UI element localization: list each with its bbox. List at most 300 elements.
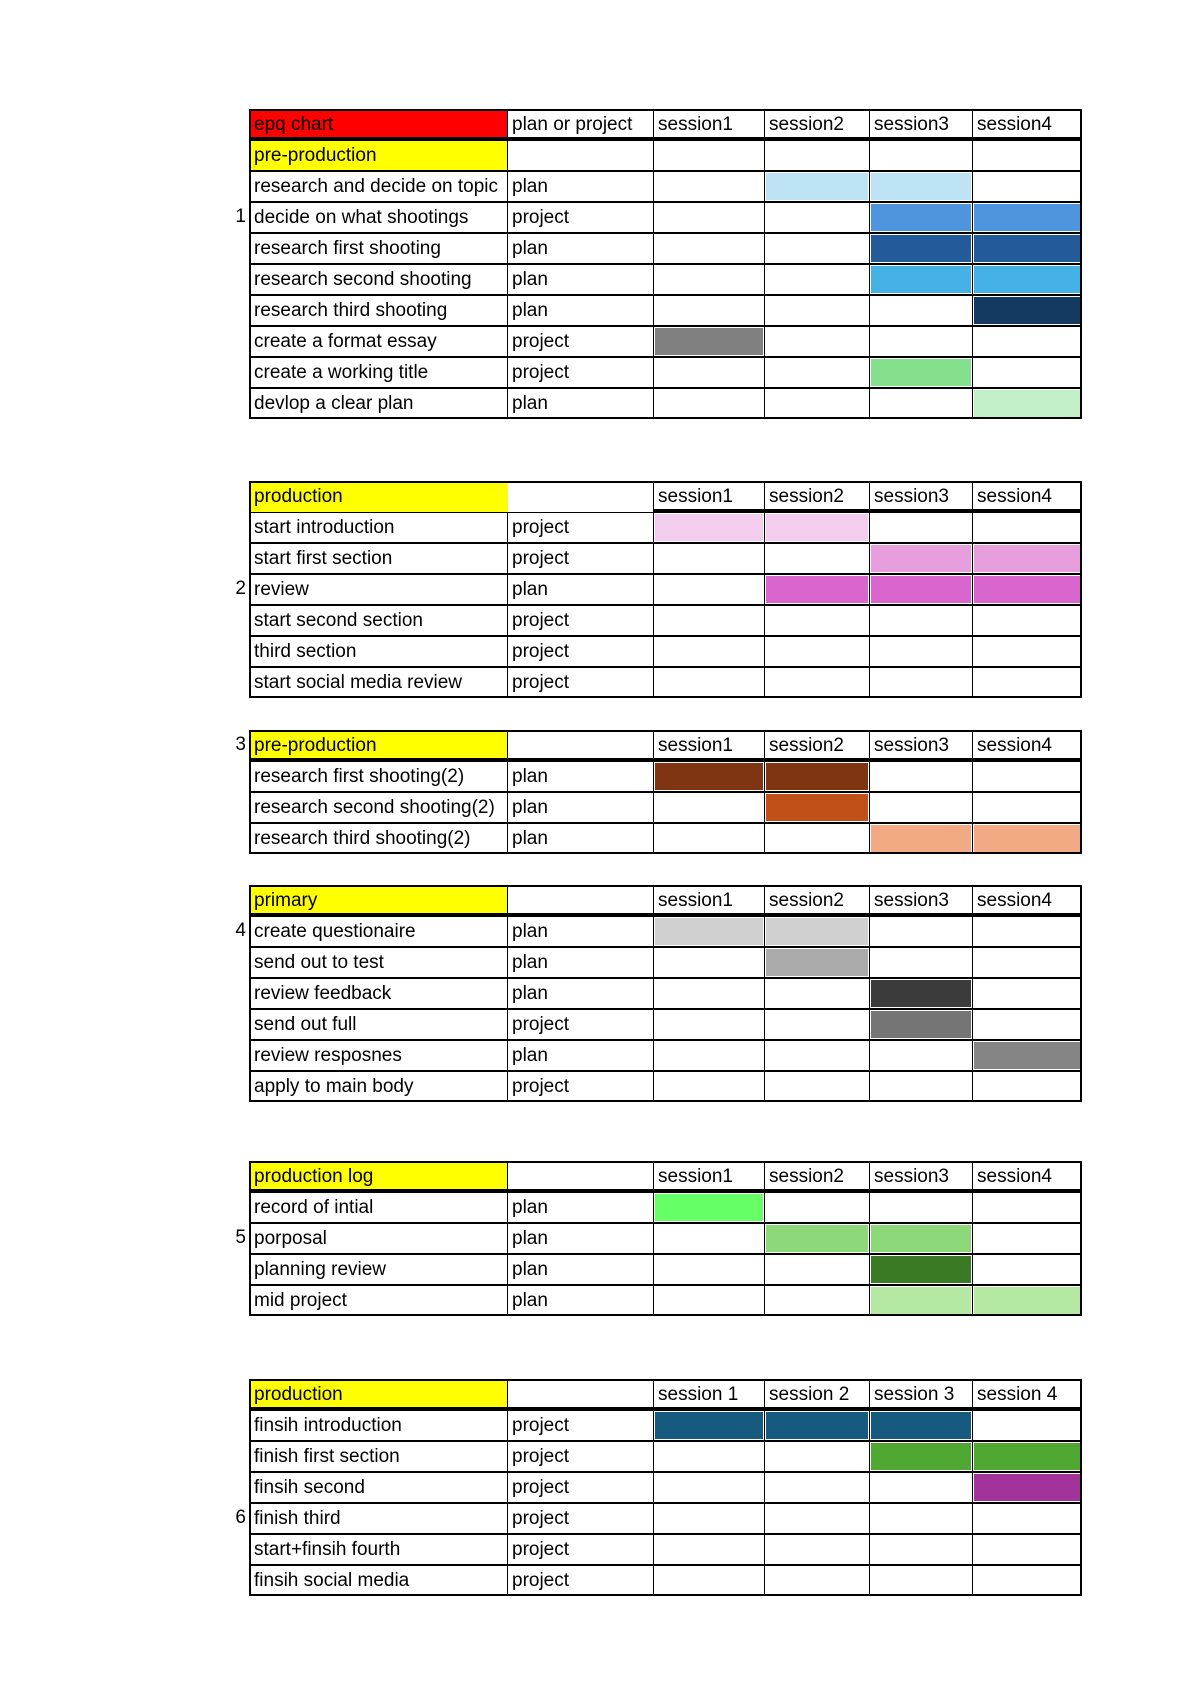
session-header[interactable]: session4 <box>972 109 1082 140</box>
gantt-bar <box>766 173 868 200</box>
session-cell[interactable] <box>653 1472 765 1503</box>
session-cell[interactable] <box>764 636 870 667</box>
session-cell[interactable] <box>764 326 870 357</box>
task-cell[interactable]: finish third <box>249 1503 508 1534</box>
session-cell[interactable] <box>972 916 1082 947</box>
session-cell[interactable] <box>653 1071 765 1102</box>
session-cell[interactable] <box>972 357 1082 388</box>
session-cell[interactable] <box>653 574 765 605</box>
session-cell[interactable] <box>764 761 870 792</box>
session-cell[interactable] <box>653 605 765 636</box>
table-row <box>249 295 1082 326</box>
task-cell[interactable]: mid project <box>249 1285 508 1316</box>
session-cell[interactable] <box>869 605 973 636</box>
type-cell[interactable]: project <box>507 543 654 574</box>
task-cell[interactable]: apply to main body <box>249 1071 508 1102</box>
session-cell[interactable] <box>653 1503 765 1534</box>
type-cell[interactable]: project <box>507 1410 654 1441</box>
session-cell[interactable] <box>764 667 870 698</box>
session-cell[interactable] <box>764 202 870 233</box>
session-cell[interactable] <box>653 512 765 543</box>
session-cell[interactable] <box>972 1009 1082 1040</box>
session-cell[interactable] <box>972 1254 1082 1285</box>
session-cell[interactable] <box>764 1410 870 1441</box>
session-cell[interactable] <box>972 792 1082 823</box>
section-number: 4 <box>235 920 246 941</box>
task-cell[interactable]: start social media review <box>249 667 508 698</box>
section-title[interactable]: production <box>249 481 508 512</box>
header-row <box>249 1161 1082 1192</box>
type-header[interactable] <box>507 481 654 512</box>
table-row <box>249 636 1082 667</box>
session-cell[interactable] <box>653 388 765 419</box>
task-cell[interactable]: start introduction <box>249 512 508 543</box>
session-header[interactable]: session4 <box>972 1161 1082 1192</box>
type-cell[interactable]: project <box>507 1071 654 1102</box>
type-header[interactable] <box>507 885 654 916</box>
session-cell[interactable] <box>869 202 973 233</box>
session-cell[interactable] <box>653 1410 765 1441</box>
session-cell[interactable] <box>869 512 973 543</box>
task-cell[interactable]: research second shooting(2) <box>249 792 508 823</box>
session-cell[interactable] <box>764 1565 870 1596</box>
task-cell[interactable]: planning review <box>249 1254 508 1285</box>
session-cell[interactable] <box>764 823 870 854</box>
type-cell[interactable]: project <box>507 1009 654 1040</box>
session-cell[interactable] <box>653 1192 765 1223</box>
session-cell[interactable] <box>869 916 973 947</box>
type-cell[interactable]: project <box>507 1441 654 1472</box>
type-cell[interactable]: project <box>507 202 654 233</box>
session-header[interactable]: session1 <box>653 730 765 761</box>
session-cell[interactable] <box>653 233 765 264</box>
session-cell[interactable] <box>972 1071 1082 1102</box>
session-cell[interactable] <box>653 202 765 233</box>
session-cell[interactable] <box>869 1534 973 1565</box>
header-row <box>249 1379 1082 1410</box>
session-cell[interactable] <box>869 1410 973 1441</box>
table-row <box>235 574 1082 605</box>
session-header[interactable]: session4 <box>972 481 1082 512</box>
session-header[interactable]: session3 <box>869 109 973 140</box>
session-cell[interactable] <box>972 512 1082 543</box>
grid-cell[interactable] <box>764 140 870 171</box>
session-cell[interactable] <box>972 605 1082 636</box>
section-title[interactable]: pre-production <box>249 730 508 761</box>
session-cell[interactable] <box>869 357 973 388</box>
session-header[interactable]: session 3 <box>869 1379 973 1410</box>
session-cell[interactable] <box>869 388 973 419</box>
section-3 <box>235 730 1082 854</box>
session-cell[interactable] <box>869 978 973 1009</box>
grid-cell[interactable] <box>507 140 654 171</box>
session-cell[interactable] <box>972 667 1082 698</box>
section-title[interactable]: production log <box>249 1161 508 1192</box>
session-cell[interactable] <box>869 1503 973 1534</box>
session-cell[interactable] <box>869 1071 973 1102</box>
session-cell[interactable] <box>764 1009 870 1040</box>
gantt-bar <box>871 545 971 572</box>
type-cell[interactable]: project <box>507 357 654 388</box>
session-cell[interactable] <box>972 388 1082 419</box>
session-cell[interactable] <box>764 1472 870 1503</box>
session-header[interactable]: session 2 <box>764 1379 870 1410</box>
session-cell[interactable] <box>653 667 765 698</box>
gantt-bar <box>974 545 1080 572</box>
task-cell[interactable]: create questionaire <box>249 916 508 947</box>
session-cell[interactable] <box>869 761 973 792</box>
table-row <box>249 264 1082 295</box>
session-cell[interactable] <box>764 1254 870 1285</box>
session-cell[interactable] <box>869 636 973 667</box>
type-header[interactable] <box>507 1379 654 1410</box>
gantt-bar <box>871 204 971 231</box>
session-header[interactable]: session1 <box>653 885 765 916</box>
grid-cell[interactable] <box>869 140 973 171</box>
session-cell[interactable] <box>972 574 1082 605</box>
session-cell[interactable] <box>653 326 765 357</box>
type-cell[interactable]: plan <box>507 1285 654 1316</box>
gantt-bar <box>974 1287 1080 1314</box>
session-cell[interactable] <box>653 1285 765 1316</box>
session-cell[interactable] <box>653 1254 765 1285</box>
session-cell[interactable] <box>972 1285 1082 1316</box>
session-cell[interactable] <box>764 295 870 326</box>
session-cell[interactable] <box>764 916 870 947</box>
table-row <box>249 1071 1082 1102</box>
type-header[interactable] <box>507 730 654 761</box>
type-cell[interactable]: project <box>507 636 654 667</box>
type-cell[interactable]: plan <box>507 978 654 1009</box>
session-cell[interactable] <box>653 978 765 1009</box>
session-cell[interactable] <box>869 823 973 854</box>
session-header[interactable]: session2 <box>764 885 870 916</box>
session-cell[interactable] <box>653 823 765 854</box>
gantt-bar <box>655 1194 763 1221</box>
session-cell[interactable] <box>972 295 1082 326</box>
table-row <box>249 1192 1082 1223</box>
session-cell[interactable] <box>972 1565 1082 1596</box>
table-row <box>249 326 1082 357</box>
type-cell[interactable]: project <box>507 512 654 543</box>
table-row <box>249 171 1082 202</box>
task-cell[interactable]: review <box>249 574 508 605</box>
type-cell[interactable]: plan <box>507 264 654 295</box>
session-header[interactable]: session4 <box>972 730 1082 761</box>
gantt-bar <box>871 980 971 1007</box>
type-cell[interactable]: plan <box>507 792 654 823</box>
gantt-bar <box>655 1412 763 1439</box>
session-cell[interactable] <box>972 1534 1082 1565</box>
header-row <box>249 109 1082 140</box>
type-cell[interactable]: plan <box>507 1040 654 1071</box>
type-cell[interactable]: plan <box>507 761 654 792</box>
table-row <box>235 202 1082 233</box>
task-cell[interactable]: finsih second <box>249 1472 508 1503</box>
session-cell[interactable] <box>764 1040 870 1071</box>
task-cell[interactable]: third section <box>249 636 508 667</box>
session-cell[interactable] <box>972 1472 1082 1503</box>
gantt-bar <box>974 204 1080 231</box>
session-cell[interactable] <box>972 1503 1082 1534</box>
session-header[interactable]: session2 <box>764 730 870 761</box>
type-cell[interactable]: project <box>507 605 654 636</box>
table-row <box>235 1503 1082 1534</box>
section-title[interactable]: pre-production <box>249 140 508 171</box>
type-cell[interactable]: plan <box>507 1223 654 1254</box>
type-cell[interactable]: project <box>507 1534 654 1565</box>
session-cell[interactable] <box>869 1472 973 1503</box>
session-cell[interactable] <box>764 605 870 636</box>
session-header[interactable]: session1 <box>653 109 765 140</box>
chart-title[interactable]: epq chart <box>249 109 508 140</box>
type-cell[interactable]: project <box>507 667 654 698</box>
type-cell[interactable]: plan <box>507 1254 654 1285</box>
session-cell[interactable] <box>869 574 973 605</box>
session-cell[interactable] <box>764 1441 870 1472</box>
section-number: 5 <box>235 1227 246 1248</box>
session-cell[interactable] <box>972 1410 1082 1441</box>
gantt-bar <box>871 359 971 386</box>
task-cell[interactable]: finsih social media <box>249 1565 508 1596</box>
session-cell[interactable] <box>764 574 870 605</box>
session-cell[interactable] <box>764 264 870 295</box>
type-cell[interactable]: project <box>507 1565 654 1596</box>
section-6 <box>235 1379 1082 1596</box>
session-cell[interactable] <box>764 512 870 543</box>
session-cell[interactable] <box>764 1071 870 1102</box>
type-cell[interactable]: plan <box>507 947 654 978</box>
type-cell[interactable]: plan <box>507 823 654 854</box>
header-row <box>249 730 1082 761</box>
task-cell[interactable]: review feedback <box>249 978 508 1009</box>
session-cell[interactable] <box>869 1223 973 1254</box>
session-cell[interactable] <box>764 792 870 823</box>
type-cell[interactable]: plan <box>507 1192 654 1223</box>
session-cell[interactable] <box>653 295 765 326</box>
task-cell[interactable]: finsih introduction <box>249 1410 508 1441</box>
type-cell[interactable]: project <box>507 1472 654 1503</box>
type-cell[interactable]: plan <box>507 295 654 326</box>
session-cell[interactable] <box>764 978 870 1009</box>
task-cell[interactable]: start first section <box>249 543 508 574</box>
table-row <box>249 1009 1082 1040</box>
session-cell[interactable] <box>869 1285 973 1316</box>
session-cell[interactable] <box>653 264 765 295</box>
session-cell[interactable] <box>972 947 1082 978</box>
session-cell[interactable] <box>972 1192 1082 1223</box>
task-cell[interactable]: finish first section <box>249 1441 508 1472</box>
session-cell[interactable] <box>972 636 1082 667</box>
session-cell[interactable] <box>653 792 765 823</box>
session-header[interactable]: session3 <box>869 1161 973 1192</box>
session-cell[interactable] <box>869 667 973 698</box>
session-cell[interactable] <box>972 543 1082 574</box>
gantt-bar <box>766 514 868 541</box>
session-cell[interactable] <box>653 636 765 667</box>
session-cell[interactable] <box>653 1534 765 1565</box>
session-cell[interactable] <box>869 1254 973 1285</box>
session-cell[interactable] <box>653 1565 765 1596</box>
session-cell[interactable] <box>869 543 973 574</box>
session-cell[interactable] <box>972 1441 1082 1472</box>
task-cell[interactable]: research third shooting <box>249 295 508 326</box>
session-cell[interactable] <box>653 1040 765 1071</box>
session-cell[interactable] <box>869 264 973 295</box>
gantt-bar <box>655 918 763 945</box>
section-title[interactable]: production <box>249 1379 508 1410</box>
task-cell[interactable]: research third shooting(2) <box>249 823 508 854</box>
section-number: 2 <box>235 578 246 599</box>
session-header[interactable]: session4 <box>972 885 1082 916</box>
session-cell[interactable] <box>764 543 870 574</box>
task-cell[interactable]: create a format essay <box>249 326 508 357</box>
task-cell[interactable]: start+finsih fourth <box>249 1534 508 1565</box>
session-cell[interactable] <box>764 171 870 202</box>
session-cell[interactable] <box>869 792 973 823</box>
table-row <box>235 1223 1082 1254</box>
session-cell[interactable] <box>869 171 973 202</box>
table-row <box>249 1410 1082 1441</box>
section-4 <box>235 885 1082 1102</box>
session-header[interactable]: session2 <box>764 1161 870 1192</box>
task-cell[interactable]: research first shooting(2) <box>249 761 508 792</box>
session-header[interactable]: session2 <box>764 481 870 512</box>
session-cell[interactable] <box>653 761 765 792</box>
table-row <box>249 1254 1082 1285</box>
task-cell[interactable]: create a working title <box>249 357 508 388</box>
table-row <box>249 357 1082 388</box>
session-cell[interactable] <box>764 1192 870 1223</box>
gantt-bar <box>871 1443 971 1470</box>
task-cell[interactable]: research first shooting <box>249 233 508 264</box>
type-cell[interactable]: project <box>507 1503 654 1534</box>
session-cell[interactable] <box>972 761 1082 792</box>
table-row <box>249 823 1082 854</box>
session-cell[interactable] <box>972 233 1082 264</box>
gantt-bar <box>974 297 1080 324</box>
task-cell[interactable]: porposal <box>249 1223 508 1254</box>
gantt-bar <box>871 1256 971 1283</box>
table-row <box>249 1285 1082 1316</box>
session-cell[interactable] <box>764 1223 870 1254</box>
session-header[interactable]: session 4 <box>972 1379 1082 1410</box>
session-cell[interactable] <box>764 233 870 264</box>
session-cell[interactable] <box>764 1285 870 1316</box>
session-cell[interactable] <box>869 1192 973 1223</box>
session-cell[interactable] <box>764 388 870 419</box>
type-cell[interactable]: plan <box>507 388 654 419</box>
type-header[interactable] <box>507 1161 654 1192</box>
gantt-bar <box>766 949 868 976</box>
task-cell[interactable]: research second shooting <box>249 264 508 295</box>
gantt-bar <box>974 266 1080 293</box>
section-number: 3 <box>235 734 246 755</box>
gantt-bar <box>766 1225 868 1252</box>
session-cell[interactable] <box>972 264 1082 295</box>
session-cell[interactable] <box>764 947 870 978</box>
session-cell[interactable] <box>972 823 1082 854</box>
gantt-bar <box>871 1011 971 1038</box>
session-cell[interactable] <box>653 916 765 947</box>
type-cell[interactable]: plan <box>507 171 654 202</box>
session-cell[interactable] <box>653 171 765 202</box>
type-header[interactable]: plan or project <box>507 109 654 140</box>
section-number: 1 <box>235 206 246 227</box>
session-header[interactable]: session3 <box>869 885 973 916</box>
session-cell[interactable] <box>869 1040 973 1071</box>
session-cell[interactable] <box>653 947 765 978</box>
grid-cell[interactable] <box>972 140 1082 171</box>
table-row <box>249 233 1082 264</box>
session-header[interactable]: session2 <box>764 109 870 140</box>
session-cell[interactable] <box>653 1441 765 1472</box>
session-cell[interactable] <box>869 295 973 326</box>
session-header[interactable]: session3 <box>869 481 973 512</box>
type-cell[interactable]: plan <box>507 574 654 605</box>
section-title[interactable]: primary <box>249 885 508 916</box>
session-cell[interactable] <box>972 171 1082 202</box>
session-cell[interactable] <box>972 978 1082 1009</box>
session-cell[interactable] <box>653 1009 765 1040</box>
session-cell[interactable] <box>764 1503 870 1534</box>
section-2 <box>235 481 1082 698</box>
session-header[interactable]: session1 <box>653 481 765 512</box>
type-cell[interactable]: project <box>507 326 654 357</box>
task-cell[interactable]: decide on what shootings <box>249 202 508 233</box>
task-cell[interactable]: start second section <box>249 605 508 636</box>
session-cell[interactable] <box>869 947 973 978</box>
table-row <box>249 1472 1082 1503</box>
session-cell[interactable] <box>869 1565 973 1596</box>
session-cell[interactable] <box>653 357 765 388</box>
session-cell[interactable] <box>972 1040 1082 1071</box>
session-header[interactable]: session1 <box>653 1161 765 1192</box>
gantt-bar <box>871 825 971 852</box>
task-cell[interactable]: review resposnes <box>249 1040 508 1071</box>
section-1 <box>235 109 1082 419</box>
gantt-bar <box>766 794 868 821</box>
session-cell[interactable] <box>764 1534 870 1565</box>
task-cell[interactable]: send out to test <box>249 947 508 978</box>
session-cell[interactable] <box>869 1441 973 1472</box>
session-cell[interactable] <box>972 1223 1082 1254</box>
session-header[interactable]: session3 <box>869 730 973 761</box>
task-cell[interactable]: research and decide on topic <box>249 171 508 202</box>
task-cell[interactable]: send out full <box>249 1009 508 1040</box>
table-row <box>249 388 1082 419</box>
session-cell[interactable] <box>869 233 973 264</box>
session-cell[interactable] <box>869 1009 973 1040</box>
session-cell[interactable] <box>764 357 870 388</box>
table-row <box>249 1565 1082 1596</box>
section-5 <box>235 1161 1082 1316</box>
type-cell[interactable]: plan <box>507 916 654 947</box>
session-cell[interactable] <box>653 1223 765 1254</box>
session-cell[interactable] <box>972 326 1082 357</box>
gantt-bar <box>974 576 1080 603</box>
session-cell[interactable] <box>972 202 1082 233</box>
task-cell[interactable]: record of intial <box>249 1192 508 1223</box>
session-cell[interactable] <box>869 326 973 357</box>
session-header[interactable]: session 1 <box>653 1379 765 1410</box>
gantt-bar <box>871 1412 971 1439</box>
gantt-bar <box>871 1287 971 1314</box>
grid-cell[interactable] <box>653 140 765 171</box>
session-cell[interactable] <box>653 543 765 574</box>
type-cell[interactable]: plan <box>507 233 654 264</box>
task-cell[interactable]: devlop a clear plan <box>249 388 508 419</box>
